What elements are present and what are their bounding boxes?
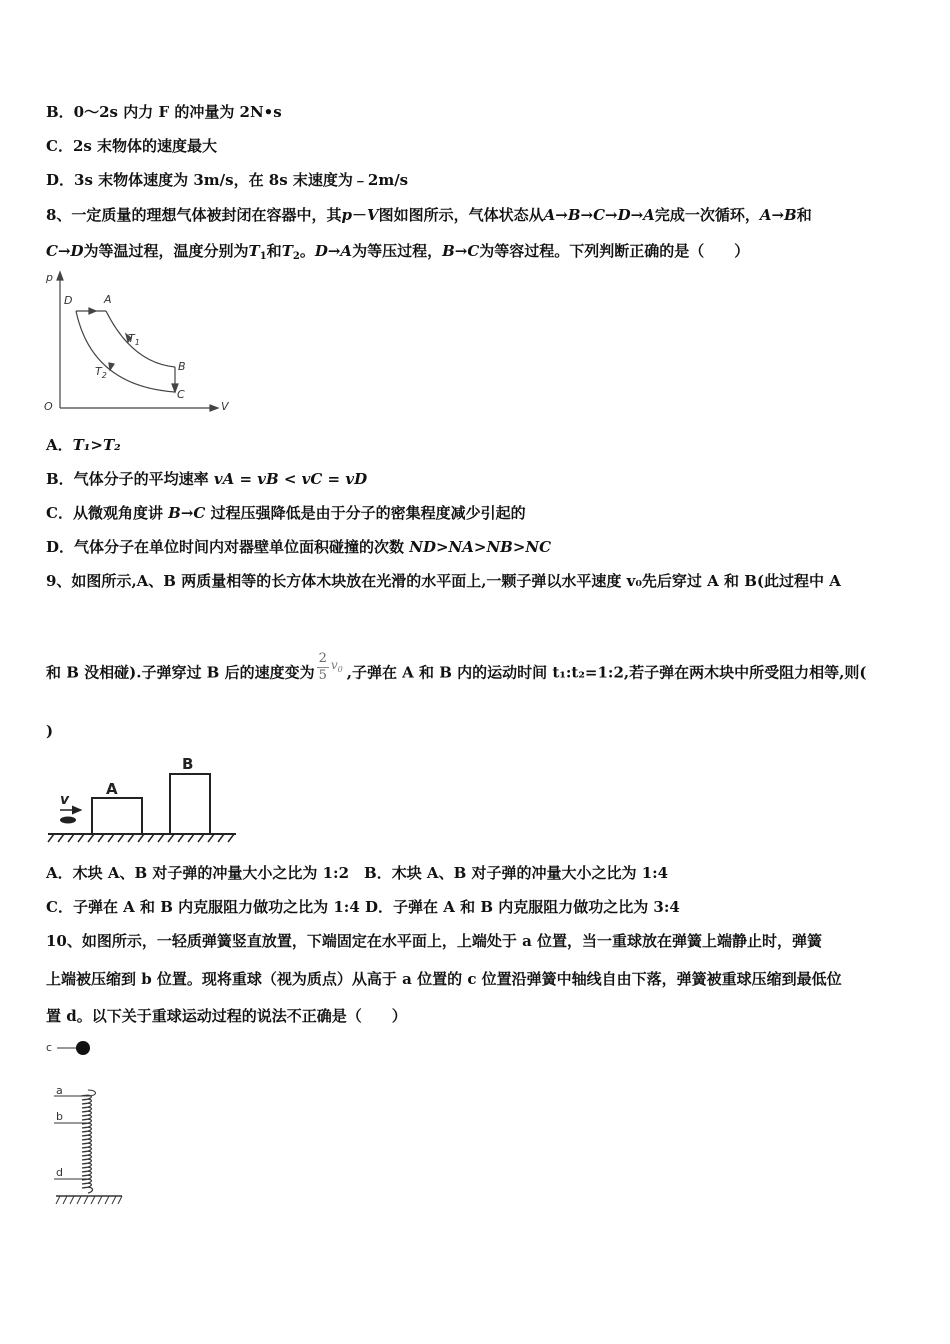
pv-diagram	[40, 268, 240, 418]
q10-stem-line2: 上端被压缩到 b 位置。现将重球（视为质点）从高于 a 位置的 c 位置沿弹簧中轴线自由下落，弹簧被重球压缩到最低位	[46, 970, 842, 988]
ab-curve	[106, 311, 175, 367]
block-b	[170, 774, 210, 834]
q9-options-cd: C．子弹在 A 和 B 内克服阻力做功之比为 1:4 D．子弹在 A 和 B 内克服阻力做功之比为 3:4	[46, 898, 680, 916]
option-c-prev: C．2s 末物体的速度最大	[46, 137, 218, 155]
q8-stem-line1: 8、一定质量的理想气体被封闭在容器中，其p－V图如图所示，气体状态从A→B→C→D→A完成一次循环，A→B和	[46, 206, 812, 224]
heavy-ball	[76, 1041, 90, 1055]
q9-stem-line1: 9、如图所示,A、B 两质量相等的长方体木块放在光滑的水平面上,一颗子弹以水平速度 v₀先后穿过 A 和 B(此过程中 A	[46, 572, 841, 590]
cd-curve	[76, 311, 175, 392]
label-b: B	[178, 360, 186, 373]
spring-coils	[81, 1095, 93, 1193]
q10-stem-line1: 10、如图所示，一轻质弹簧竖直放置，下端固定在水平面上，上端处于 a 位置，当一重球放在弹簧上端静止时，弹簧	[46, 932, 823, 950]
label-t1: $T_1$	[128, 332, 140, 347]
label-block-b: B	[182, 755, 194, 773]
label-o: O	[44, 400, 53, 413]
label-v: V	[221, 400, 229, 413]
blocks-diagram	[44, 752, 244, 852]
q8-option-d: D．气体分子在单位时间内对器壁单位面积碰撞的次数 ND>NA>NB>NC	[46, 538, 552, 556]
label-block-a: A	[106, 780, 118, 798]
v-axis-arrow	[210, 405, 218, 411]
label-d: D	[64, 294, 73, 307]
bullet	[60, 817, 76, 824]
q8-stem-line2: C→D为等温过程，温度分别为$T_1$和$T_2$。D→A为等压过程，B→C为等容过程。下列判断正确的是（ ）	[46, 242, 750, 262]
label-d: d	[56, 1166, 63, 1179]
da-arrow	[89, 308, 96, 314]
option-d-prev: D．3s 末物体速度为 3m/s，在 8s 末速度为﹣2m/s	[46, 171, 409, 189]
option-b-prev: B．0～2s 内力 F 的冲量为 2N•s	[46, 103, 282, 121]
label-c: C	[177, 388, 185, 401]
label-a: a	[56, 1084, 63, 1097]
label-b: b	[56, 1110, 63, 1123]
ground-hatch	[48, 834, 234, 842]
q8-option-c: C．从微观角度讲 B→C 过程压强降低是由于分子的密集程度减少引起的	[46, 504, 526, 522]
q8-option-a: A．T₁>T₂	[46, 436, 121, 454]
q8-option-b: B．气体分子的平均速率 vA = vB < vC = vD	[46, 470, 368, 488]
block-a	[92, 798, 142, 834]
label-p: p	[46, 271, 53, 284]
label-t2: $T_2$	[95, 365, 107, 380]
spring-diagram	[40, 1036, 140, 1216]
label-c: c	[46, 1041, 53, 1054]
q9-options-ab: A．木块 A、B 对子弹的冲量大小之比为 1:2 B．木块 A、B 对子弹的冲量大小之比为 1:4	[46, 864, 669, 882]
label-v: v	[60, 792, 70, 808]
label-a: A	[104, 293, 112, 306]
q10-stem-line3: 置 d。以下关于重球运动过程的说法不正确是（ ）	[46, 1007, 407, 1025]
cd-arrow	[109, 363, 114, 370]
v0-symbol: v0	[330, 657, 343, 674]
p-axis-arrow	[57, 272, 63, 280]
q9-stem-line2: 和 B 没相碰).子弹穿过 B 后的速度变为 $\frac{2}{5}$ $^{v_0}$ ,子弹在 A 和 B 内的运动时间 t₁:t₂=1:2,若子弹在两木块中所受阻力相等,则(	[46, 651, 867, 683]
fraction-2-5: $\frac{2}{5}$	[318, 651, 327, 683]
velocity-arrowhead	[73, 807, 80, 813]
ground-hatch	[56, 1196, 122, 1204]
q9-stem-line3: )	[46, 722, 54, 740]
